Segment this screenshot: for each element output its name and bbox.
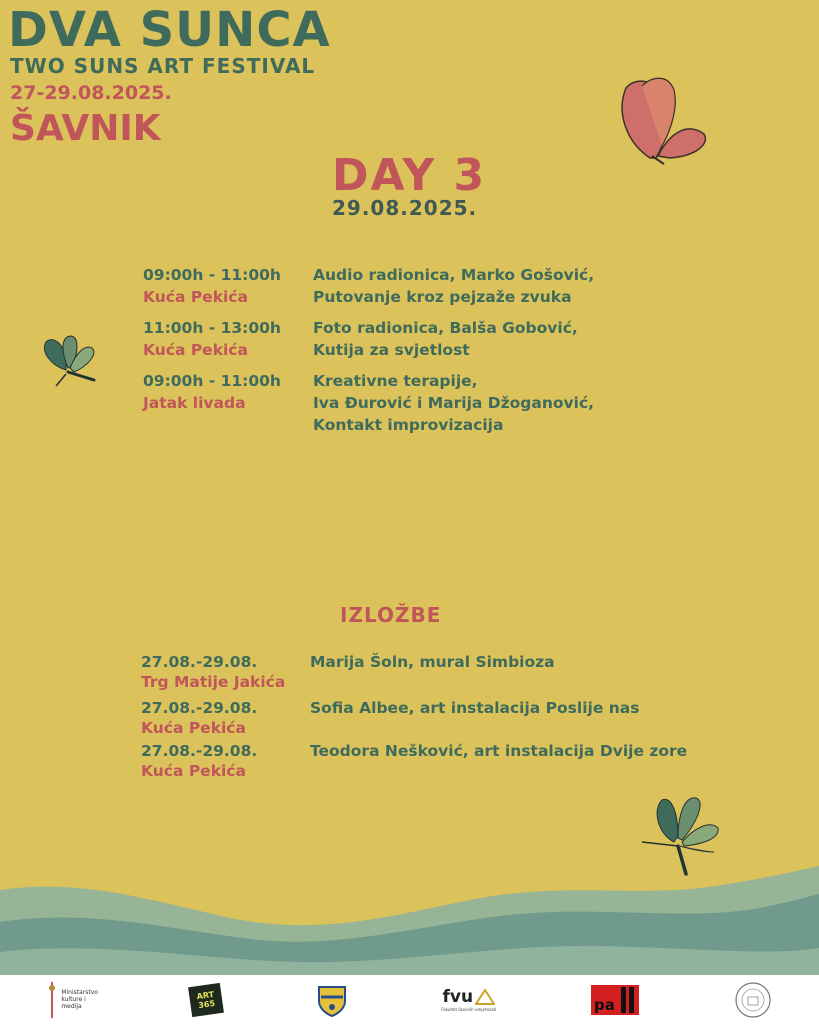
exhibitions-heading: IZLOŽBE [340, 603, 442, 627]
festival-title: DVA SUNCA [8, 2, 331, 58]
exhibition-description: Sofia Albee, art instalacija Poslije nas [310, 699, 640, 717]
program-description [313, 370, 594, 436]
exhibition-place: Kuća Pekića [141, 719, 246, 737]
exhibition-place: Trg Matije Jakića [141, 673, 286, 691]
exhibition-date: 27.08.-29.08. [141, 742, 258, 760]
exhibition-description: Marija Šoln, mural Simbioza [310, 653, 555, 671]
shield-icon [317, 983, 347, 1017]
program-line: Putovanje kroz pejzaže zvuka [313, 288, 572, 306]
exhibition-date: 27.08.-29.08. [141, 699, 258, 717]
program-time: 11:00h - 13:00h [143, 319, 281, 337]
exhibition-place: Kuća Pekića [141, 762, 246, 780]
festival-subtitle: TWO SUNS ART FESTIVAL [10, 54, 316, 78]
municipality-logo [317, 980, 347, 1020]
exhibition-date: 27.08.-29.08. [141, 653, 258, 671]
program-place: Jatak livada [143, 394, 246, 412]
festival-city: ŠAVNIK [10, 108, 161, 149]
program-line: Foto radionica, Balša Gobović, [313, 319, 578, 337]
program-item [143, 264, 594, 308]
program-line: Kutija za svjetlost [313, 341, 470, 359]
fvu-subtext: Fakultet likovnih umjetnosti [441, 1007, 497, 1012]
seal-icon [734, 981, 772, 1019]
dragonfly-icon [38, 332, 100, 394]
program-time: 09:00h - 11:00h [143, 372, 281, 390]
program-item [143, 317, 578, 361]
wave-decoration [0, 860, 819, 975]
ministry-text: Ministarstvo kulture i medija [61, 989, 98, 1010]
program-place: Kuća Pekića [143, 341, 248, 359]
program-place: Kuća Pekića [143, 288, 248, 306]
art365-logo [188, 982, 224, 1016]
art365-text: ART 365 [196, 989, 216, 1010]
coat-of-arms-icon [47, 982, 57, 1018]
festival-dates: 27-29.08.2025. [10, 82, 172, 104]
program-line: Kontakt improvizacija [313, 416, 504, 434]
day-date: 29.08.2025. [332, 196, 478, 220]
fvu-logo [441, 980, 496, 1020]
exhibition-description: Teodora Nešković, art instalacija Dvije zore [310, 742, 688, 760]
program-line: Iva Đurović i Marija Džoganović, [313, 394, 595, 412]
program-description [313, 317, 578, 361]
program-line: Audio radionica, Marko Gošović, [313, 266, 595, 284]
program-item [143, 370, 594, 436]
ministry-logo [47, 980, 98, 1020]
pa-text: pa [593, 995, 615, 1014]
seal-logo [734, 980, 772, 1020]
program-line: Kreativne terapije, [313, 372, 478, 390]
triangle-icon [475, 989, 495, 1005]
butterfly-icon [612, 72, 712, 172]
pa-logo [591, 985, 639, 1015]
fvu-text: fvu [442, 987, 474, 1007]
sponsor-bar [0, 975, 819, 1024]
program-time: 09:00h - 11:00h [143, 266, 281, 284]
day-label: DAY 3 [332, 150, 487, 201]
program-description [313, 264, 594, 308]
